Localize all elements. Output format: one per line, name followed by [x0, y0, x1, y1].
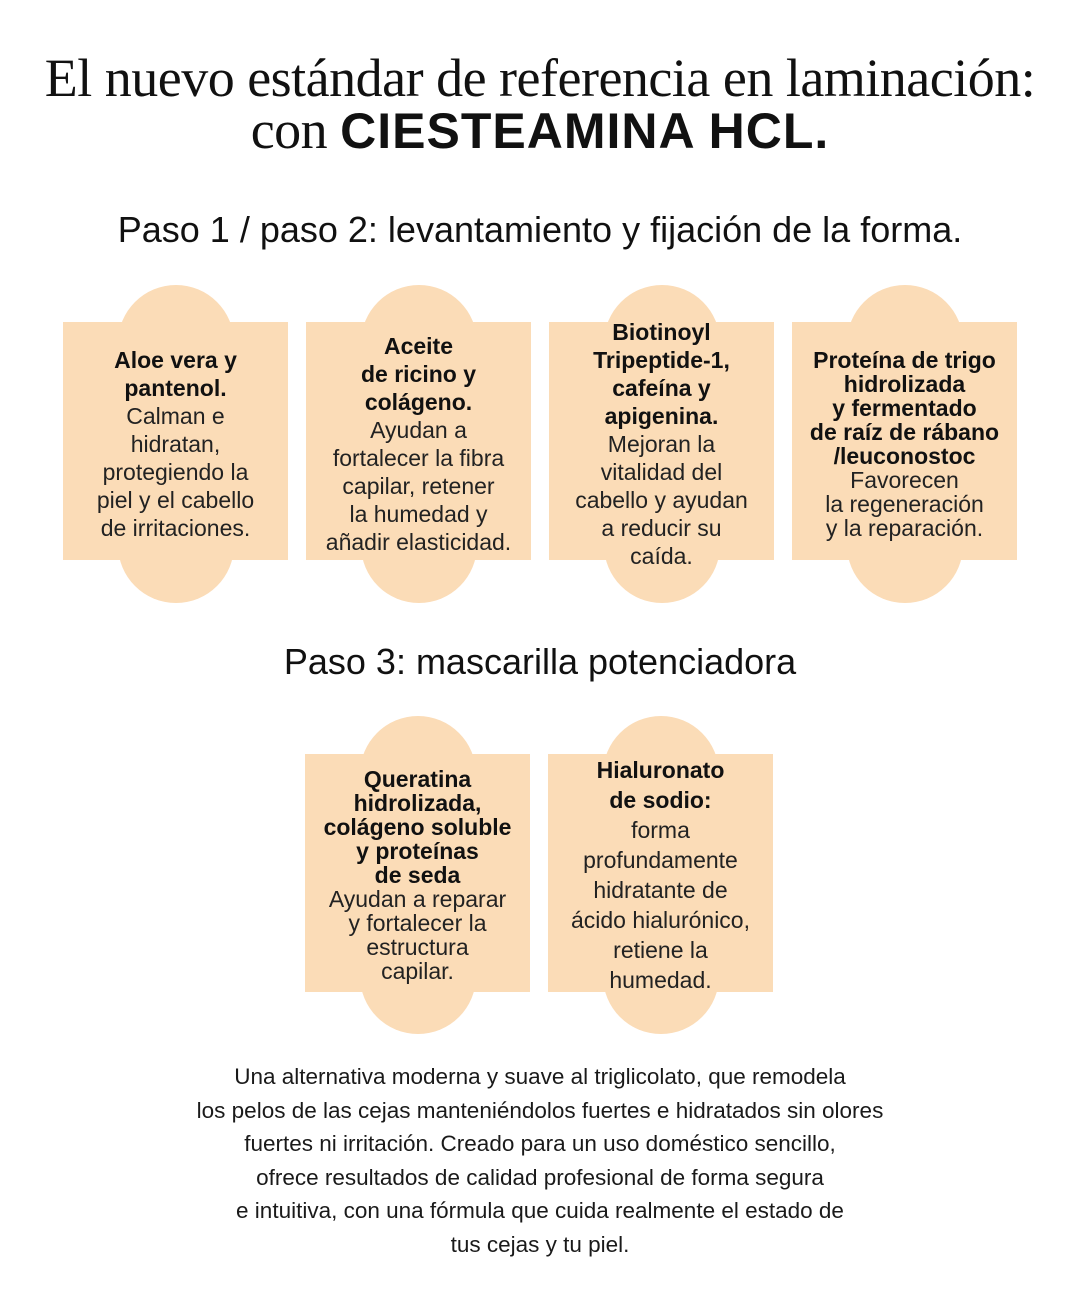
headline-line-2-prefix: con: [250, 100, 341, 160]
product-description: Una alternativa moderna y suave al triglicolato, que remodela los pelos de las cejas manteniéndolos fuertes e hidratados sin olores fuertes ni irritación. Creado para un uso doméstico sencillo, ofrece resultados de calidad profesional de forma segura e intuitiva, con una fórmula que cuida realmente el estado de tus cejas y tu piel.: [196, 1064, 884, 1257]
card-content: [549, 285, 774, 603]
card-title: Hialuronato de sodio:: [596, 757, 725, 813]
card-description: Ayudan a reparar y fortalecer la estructura capilar.: [328, 886, 507, 984]
card-description: Mejoran la vitalidad del cabello y ayudan a reducir su caída.: [575, 431, 748, 569]
card-title: Aloe vera y pantenol.: [114, 347, 237, 401]
card-title: Queratina hidrolizada, colágeno soluble y proteínas de seda: [323, 766, 512, 888]
ingredient-card-biotinoyl: [549, 285, 774, 603]
ingredient-card-proteina-de-trigo: [792, 285, 1017, 603]
headline-product-name: CIESTEAMINA HCL.: [340, 103, 830, 159]
card-description: Ayudan a fortalecer la fibra capilar, retener la humedad y añadir elasticidad.: [325, 417, 512, 555]
ingredient-card-queratina: [305, 716, 530, 1034]
card-title: Biotinoyl Tripeptide-1, cafeína y apigenina.: [593, 319, 730, 429]
ingredient-card-hialuronato: [548, 716, 773, 1034]
headline-line-1: El nuevo estándar de referencia en laminación:: [44, 48, 1036, 108]
card-content: [63, 285, 288, 603]
ingredient-card-aceite-de-ricino: [306, 285, 531, 603]
step-3-title: Paso 3: mascarilla potenciadora: [283, 641, 797, 682]
card-content: [792, 285, 1017, 603]
ingredient-card-aloe-vera: [63, 285, 288, 603]
main-headline: [0, 48, 1080, 160]
card-content: [306, 285, 531, 603]
card-content: [548, 716, 773, 1034]
card-title: Aceite de ricino y colágeno.: [360, 333, 477, 415]
card-title: Proteína de trigo hidrolizada y fermentado de raíz de rábano /leuconostoc: [809, 347, 1000, 469]
card-description: Calman e hidratan, protegiendo la piel y el cabello de irritaciones.: [96, 403, 255, 541]
step-1-2-title: Paso 1 / paso 2: levantamiento y fijación de la forma.: [117, 209, 963, 250]
card-description: forma profundamente hidratante de ácido hialurónico, retiene la humedad.: [570, 817, 750, 993]
card-description: Favorecen la regeneración y la reparación.: [825, 467, 984, 541]
card-content: [305, 716, 530, 1034]
